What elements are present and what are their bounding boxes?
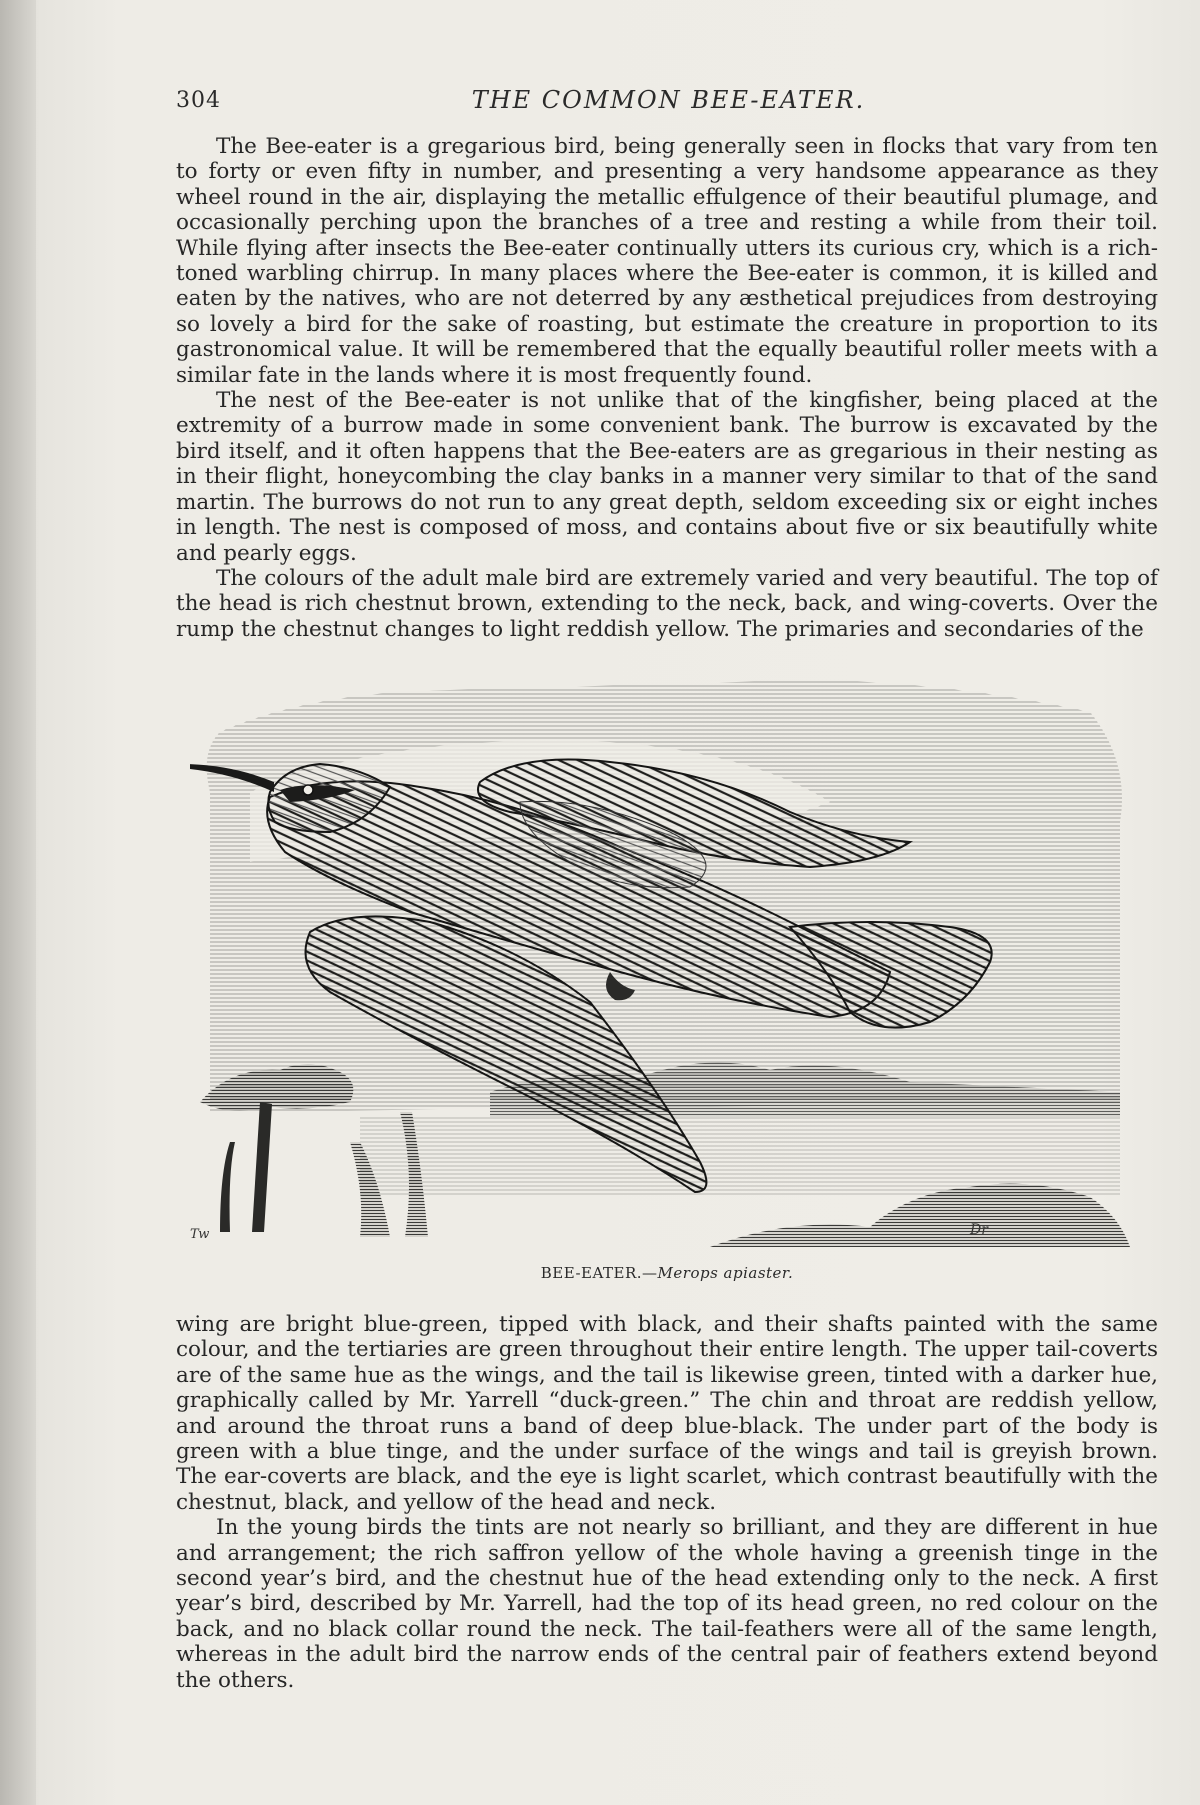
- engraver-mark-left: Tw: [190, 1227, 210, 1242]
- bird-eye: [303, 785, 313, 795]
- paragraph: wing are bright blue-green, tipped with black, and their shafts painted with the same colour, and the tertiaries are green throughout their entire length. The upper tail-coverts are of the same hue as the wings, and the tail is likewise green, tinted with a darker hue, graphically called by Mr. Yarrell “duck-green.” The chin and throat are reddish yellow, and around the throat runs a band of deep blue-black. The under part of the body is green with a blue tinge, and the under surface of the wings and tail is greyish brown. The ear-coverts are black, and the eye is light scarlet, which contrast beautifully with the chestnut, black, and yellow of the head and neck.: [176, 1312, 1158, 1515]
- text-block-top: [176, 134, 1158, 642]
- caption-scientific-name: Merops apiaster.: [657, 1264, 794, 1282]
- caption-main: BEE-EATER.—: [540, 1264, 658, 1282]
- text-block-bottom: [176, 1312, 1158, 1693]
- paragraph: The colours of the adult male bird are extremely varied and very beautiful. The top of the head is rich chestnut brown, extending to the neck, back, and wing-coverts. Over the rump the chestnut changes to light reddish yellow. The primaries and secondaries of the: [176, 565, 1158, 642]
- figure-caption: [176, 1264, 1158, 1282]
- page-binding-shadow: [0, 0, 36, 1805]
- engraver-mark-right: Dr: [970, 1222, 988, 1238]
- paragraph: In the young birds the tints are not nearly so brilliant, and they are different in hue and arrangement; the rich saffron yellow of the whole having a greenish tinge in the second year’s bird, and the chestnut hue of the head extending only to the neck. A first year’s bird, described by Mr. Yarrell, had the top of its head green, no red colour on the back, and no black collar round the neck. The tail-feathers were all of the same length, whereas in the adult bird the narrow ends of the central pair of feathers extend beyond the others.: [176, 1515, 1158, 1693]
- paragraph: The Bee-eater is a gregarious bird, being generally seen in flocks that vary from ten to forty or even fifty in number, and presenting a very handsome appearance as they wheel round in the air, displaying the metallic effulgence of their beautiful plumage, and occasionally perching upon the branches of a tree and resting a while from their toil. While flying after insects the Bee-eater continually utters its curious cry, which is a rich-toned warbling chirrup. In many places where the Bee-eater is common, it is killed and eaten by the natives, who are not deterred by any æsthetical prejudices from destroying so lovely a bird for the sake of roasting, but estimate the creature in proportion to its gastronomical value. It will be remembered that the equally beautiful roller meets with a similar fate in the lands where it is most frequently found.: [176, 134, 1158, 388]
- bee-eater-engraving: [190, 672, 1140, 1250]
- page-header: [176, 86, 1161, 120]
- paragraph: The nest of the Bee-eater is not unlike that of the kingfisher, being placed at the extremity of a burrow made in some convenient bank. The burrow is excavated by the bird itself, and it often happens that the Bee-eaters are as gregarious in their nesting as in their flight, honeycombing the clay banks in a manner very similar to that of the sand martin. The burrows do not run to any great depth, seldom exceeding six or eight inches in length. The nest is composed of moss, and contains about five or six beautifully white and pearly eggs.: [176, 388, 1158, 566]
- running-title: THE COMMON BEE-EATER.: [471, 86, 866, 114]
- page-number: 304: [176, 88, 221, 113]
